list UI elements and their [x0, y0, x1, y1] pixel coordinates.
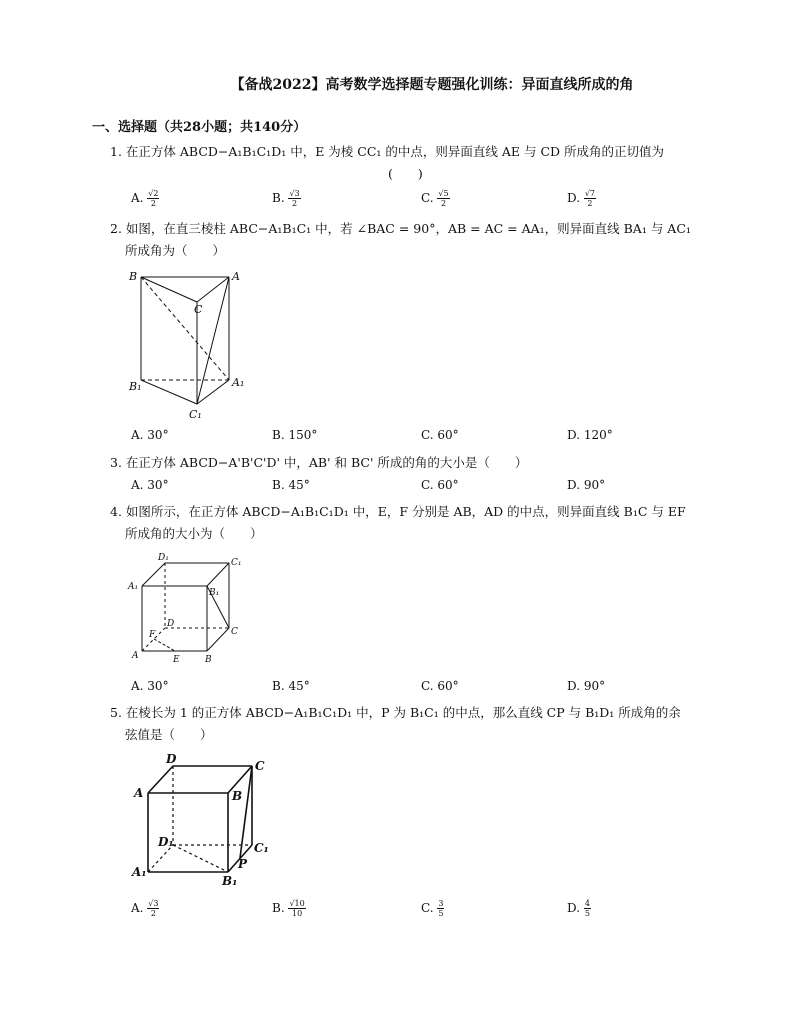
label-D: D	[167, 619, 175, 629]
label-B: B	[232, 789, 243, 803]
label-D1: D₁	[158, 835, 174, 849]
option-a[interactable]: A. 30°	[131, 679, 169, 693]
label-A1: A₁	[232, 376, 245, 389]
label-C1: C₁	[189, 408, 202, 421]
question-5-stem-cont: 弦值是（ ）	[125, 727, 213, 742]
label-D: D	[166, 752, 177, 766]
label-C1: C₁	[231, 558, 242, 568]
label-A: A	[232, 270, 240, 283]
option-a[interactable]: A. $\frac{√2}{2}$	[131, 189, 159, 208]
question-4	[110, 501, 710, 545]
question-5-stem: 5. 在棱长为 1 的正方体 ABCD−A₁B₁C₁D₁ 中，P 为 B₁C₁ 的中点，那么直线 CP 与 B₁D₁ 所成角的余	[110, 705, 681, 720]
option-b[interactable]: B. 150°	[272, 428, 318, 442]
question-4-stem-cont: 所成角的大小为（ ）	[125, 526, 263, 541]
cube-figure-1	[125, 550, 245, 668]
label-C: C	[255, 759, 265, 773]
label-C1: C₁	[254, 841, 269, 855]
section-heading: 一、选择题（共28小题；共140分）	[92, 120, 307, 135]
option-a[interactable]: A. 30°	[131, 478, 169, 492]
option-d[interactable]: D. 90°	[567, 679, 606, 693]
question-1-stem: 1. 在正方体 ABCD−A₁B₁C₁D₁ 中，E 为棱 CC₁ 的中点，则异面直线 AE 与 CD 所成角的正切值为	[110, 144, 665, 159]
cube-figure-2	[128, 750, 278, 888]
option-b[interactable]: B. 45°	[272, 679, 310, 693]
label-A1: A₁	[128, 582, 139, 592]
question-4-options	[131, 679, 751, 699]
option-c[interactable]: C. $\frac{3}{5}$	[421, 899, 444, 918]
question-3	[110, 452, 710, 474]
option-d[interactable]: D. $\frac{4}{5}$	[567, 899, 590, 918]
question-1-answer-paren: ( )	[388, 166, 423, 181]
label-A1: A₁	[132, 865, 147, 879]
label-E: E	[173, 655, 180, 665]
option-a[interactable]: A. $\frac{√3}{2}$	[131, 899, 159, 918]
option-d[interactable]: D. 120°	[567, 428, 613, 442]
option-d[interactable]: D. 90°	[567, 478, 606, 492]
option-b[interactable]: B. $\frac{√3}{2}$	[272, 189, 300, 208]
label-A: A	[132, 651, 139, 661]
question-2-stem-cont: 所成角为（ ）	[125, 243, 226, 258]
label-B1: B₁	[222, 874, 238, 888]
option-c[interactable]: C. 60°	[421, 478, 459, 492]
question-3-options	[131, 478, 751, 498]
label-C: C	[231, 627, 238, 637]
label-B: B	[205, 655, 212, 665]
label-B: B	[129, 270, 138, 283]
label-D1: D₁	[158, 553, 169, 563]
question-1-options	[131, 189, 751, 209]
question-1	[110, 141, 710, 163]
option-b[interactable]: B. $\frac{√10}{10}$	[272, 899, 305, 918]
label-C: C	[194, 303, 203, 316]
prism-figure	[125, 266, 255, 424]
option-d[interactable]: D. $\frac{√7}{2}$	[567, 189, 596, 208]
option-a[interactable]: A. 30°	[131, 428, 169, 442]
page-title: 【备战2022】高考数学选择题专题强化训练：异面直线所成的角	[230, 77, 634, 93]
question-4-stem: 4. 如图所示，在正方体 ABCD−A₁B₁C₁D₁ 中，E，F 分别是 AB，AD 的中点，则异面直线 B₁C 与 EF	[110, 504, 686, 519]
label-B1: B₁	[209, 588, 220, 598]
question-5-options	[131, 899, 751, 919]
question-2-options	[131, 428, 751, 448]
question-2	[110, 218, 710, 262]
question-2-stem: 2. 如图，在直三棱柱 ABC−A₁B₁C₁ 中，若 ∠BAC = 90°，AB = AC = AA₁，则异面直线 BA₁ 与 AC₁	[110, 221, 691, 236]
label-B1: B₁	[129, 380, 142, 393]
label-A: A	[134, 786, 144, 800]
label-F: F	[149, 630, 156, 640]
question-5	[110, 702, 710, 746]
option-c[interactable]: C. 60°	[421, 428, 459, 442]
option-b[interactable]: B. 45°	[272, 478, 310, 492]
option-c[interactable]: C. $\frac{√5}{2}$	[421, 189, 449, 208]
label-P: P	[238, 857, 248, 871]
option-c[interactable]: C. 60°	[421, 679, 459, 693]
question-3-stem: 3. 在正方体 ABCD−A'B'C'D' 中，AB' 和 BC' 所成的角的大小是（ ）	[110, 455, 528, 470]
